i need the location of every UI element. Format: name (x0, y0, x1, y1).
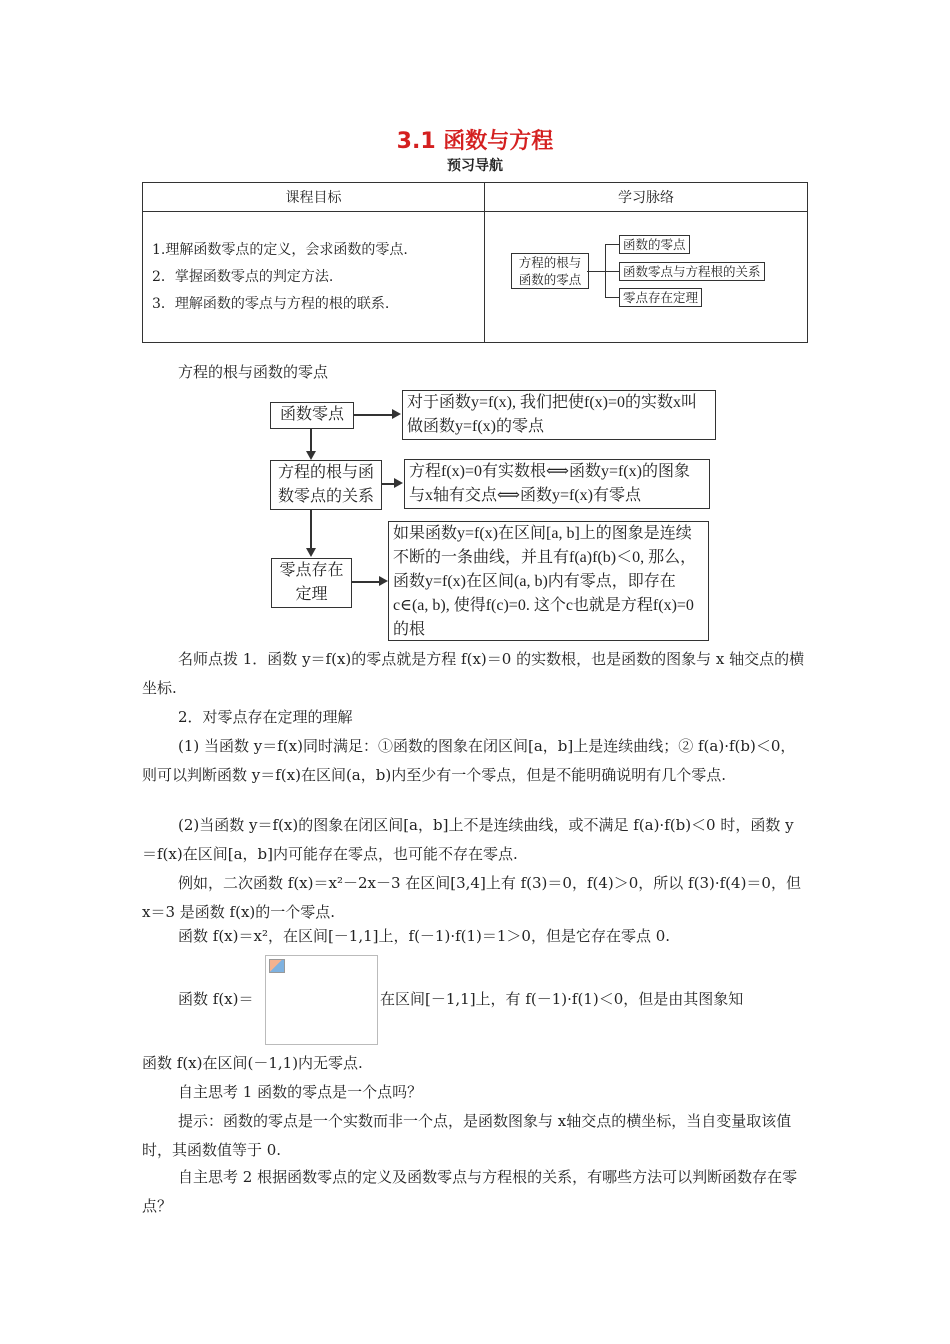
flow-left-3: 零点存在定理 (271, 558, 352, 608)
paragraph: (1) 当函数 y＝f(x)同时满足：①函数的图象在闭区间[a，b]上是连续曲线；② f(a)·f(b)＜0，则可以判断函数 y＝f(x)在区间(a，b)内至少有一个零点，但是不能明确说明有几个零点. (142, 737, 796, 784)
goals-table (142, 182, 808, 343)
goal-item: 1.理解函数零点的定义，会求函数的零点. (152, 241, 408, 258)
section-heading: 方程的根与函数的零点 (178, 363, 329, 381)
goal-item: 2．掌握函数零点的判定方法. (152, 268, 334, 285)
goal-list (144, 237, 483, 318)
flow-left-1: 函数零点 (270, 402, 354, 429)
map-cell (485, 212, 808, 343)
paragraph-fragment: 函数 f(x)＝ (178, 990, 254, 1008)
paragraph: (2)当函数 y＝f(x)的图象在闭区间[a，b]上不是连续曲线，或不满足 f(a)·f(b)＜0 时，函数 y＝f(x)在区间[a，b]内可能存在零点，也可能不存在零点. (142, 816, 794, 863)
goals-cell (143, 212, 485, 343)
broken-image-icon (269, 959, 285, 973)
flow-left-2: 方程的根与函数零点的关系 (270, 460, 382, 510)
goals-header: 课程目标 (143, 183, 485, 212)
paragraph: 2．对零点存在定理的理解 (178, 708, 353, 726)
page-title: 3.1 函数与方程 (396, 129, 554, 154)
paragraph: 函数 f(x)在区间(－1,1)内无零点. (142, 1054, 363, 1072)
question-paragraph: 自主思考 2 根据函数零点的定义及函数零点与方程根的关系，有哪些方法可以判断函数存在零点？ (142, 1168, 798, 1215)
page-subtitle: 预习导航 (447, 158, 503, 174)
map-header: 学习脉络 (485, 183, 808, 212)
paragraph: 例如，二次函数 f(x)＝x²－2x－3 在区间[3,4]上有 f(3)＝0，f(4)＞0，所以 f(3)·f(4)＝0，但 x＝3 是函数 f(x)的一个零点. (142, 874, 801, 921)
map-branch: 函数的零点 (619, 235, 690, 254)
flow-right-3: 如果函数y=f(x)在区间[a, b]上的图象是连续不断的一条曲线，并且有f(a)f(b)＜0, 那么，函数y=f(x)在区间(a, b)内有零点，即存在c∈(a, b), 使得f(c)=0. 这个c也就是方程f(x)=0的根 (388, 521, 709, 641)
question-paragraph: 自主思考 1 函数的零点是一个点吗？ (178, 1083, 423, 1101)
tip-paragraph: 名师点拨 1．函数 y＝f(x)的零点就是方程 f(x)＝0 的实数根，也是函数的图象与 x 轴交点的横坐标. (142, 650, 805, 697)
map-root: 方程的根与函数的零点 (511, 253, 589, 289)
concept-map (486, 213, 806, 341)
piecewise-function-image (265, 955, 378, 1045)
goal-item: 3．理解函数的零点与方程的根的联系. (152, 295, 390, 312)
flow-right-2: 方程f(x)=0有实数根⟺函数y=f(x)的图象与x轴有交点⟺函数y=f(x)有零点 (404, 459, 710, 509)
map-branch: 零点存在定理 (619, 288, 702, 307)
hint-paragraph: 提示：函数的零点是一个实数而非一个点，是函数图象与 x轴交点的横坐标，当自变量取该值时，其函数值等于 0. (142, 1112, 792, 1159)
flow-right-1: 对于函数y=f(x), 我们把使f(x)=0的实数x叫做函数y=f(x)的零点 (402, 390, 716, 440)
paragraph: 函数 f(x)＝x²，在区间[－1,1]上，f(－1)·f(1)＝1＞0，但是它存在零点 0. (178, 927, 671, 945)
map-branch: 函数零点与方程根的关系 (619, 262, 765, 281)
paragraph-fragment: 在区间[－1,1]上，有 f(－1)·f(1)＜0，但是由其图象知 (380, 990, 744, 1008)
